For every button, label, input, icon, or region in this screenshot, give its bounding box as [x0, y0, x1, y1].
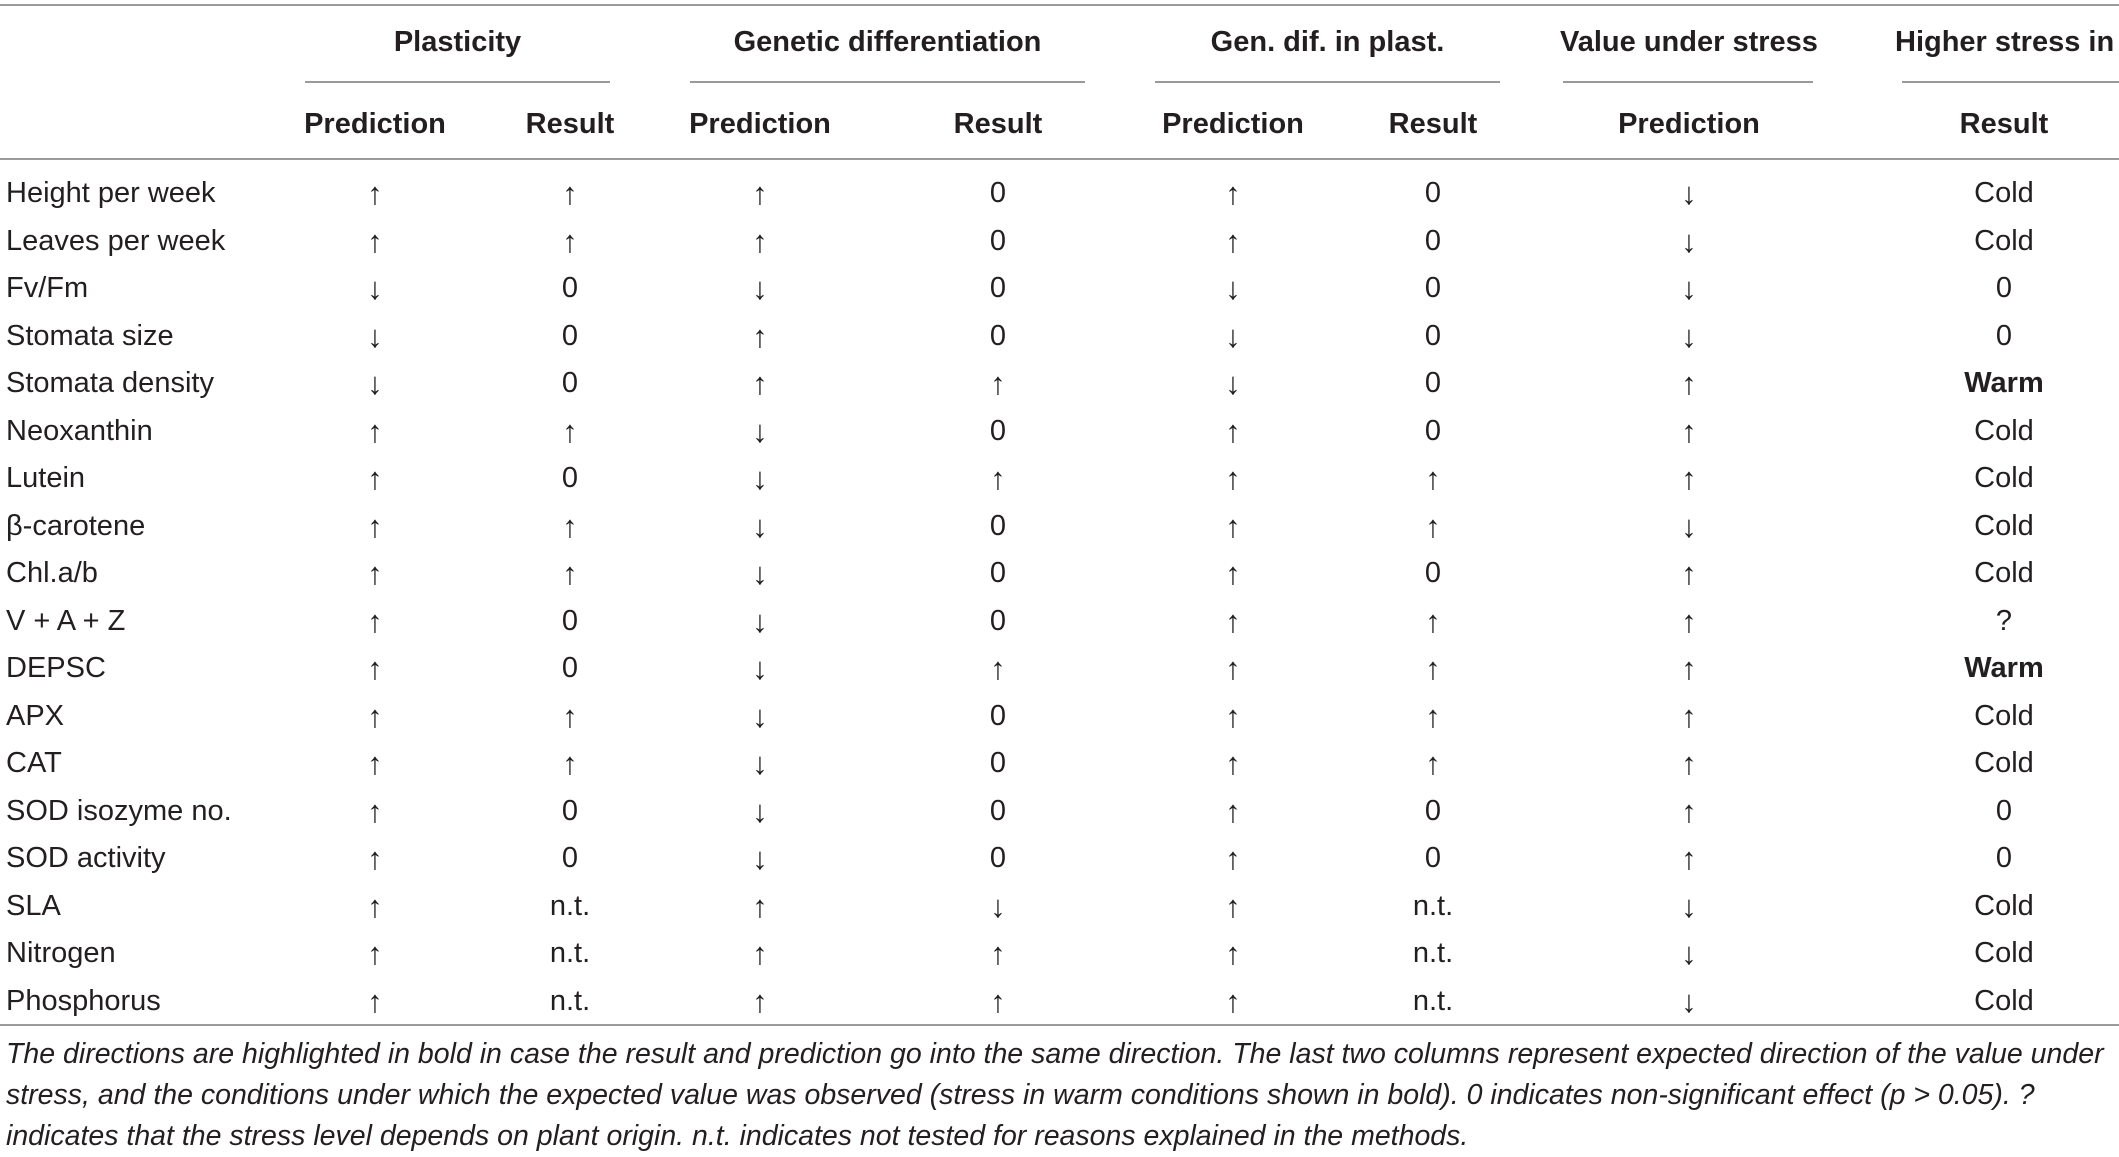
cell-genetic-result: ↑: [990, 936, 1006, 971]
row-label: Height per week: [6, 177, 216, 209]
table-row: [0, 978, 2119, 1026]
row-label: Phosphorus: [6, 984, 161, 1017]
table-row: [0, 218, 2119, 266]
cell-plasticity-prediction: ↑: [367, 556, 383, 591]
cell-value-prediction: ↓: [1681, 508, 1697, 544]
cell-value-prediction: ↓: [1681, 318, 1697, 354]
cell-genetic-prediction: ↓: [752, 603, 768, 639]
cell-genetic-result: ↓: [990, 888, 1006, 924]
subheader-genetic-result: Result: [953, 108, 1043, 140]
cell-value-prediction: ↑: [1681, 793, 1697, 829]
table-row: [0, 265, 2119, 313]
cell-plasticity-prediction: ↑: [367, 413, 383, 449]
cell-value-prediction: ↓: [1681, 176, 1697, 211]
row-label: Neoxanthin: [6, 414, 153, 447]
table-row: [0, 550, 2119, 598]
cell-plasticity-result: ↑: [562, 746, 578, 781]
cell-value-prediction: ↓: [1681, 936, 1697, 971]
cell-genetic-result: 0: [989, 604, 1007, 637]
cell-value-prediction: ↓: [1681, 271, 1697, 306]
cell-plasticity-prediction: ↑: [367, 603, 383, 639]
cell-plasticity-prediction: ↓: [367, 271, 383, 306]
cell-genetic-result: 0: [989, 272, 1007, 304]
cell-gendif-prediction: ↓: [1225, 271, 1241, 306]
group-header-value-under-stress: Value under stress: [1560, 26, 1818, 58]
row-label: Leaves per week: [6, 224, 226, 257]
cell-plasticity-result: 0: [561, 794, 579, 827]
table-row: [0, 645, 2119, 693]
cell-higher-result: Warm: [1964, 367, 2044, 399]
cell-gendif-prediction: ↑: [1225, 746, 1241, 781]
row-label: β-carotene: [6, 509, 146, 542]
cell-plasticity-prediction: ↑: [367, 461, 383, 496]
row-label: Fv/Fm: [6, 272, 89, 304]
cell-genetic-prediction: ↓: [752, 508, 768, 544]
cell-higher-result: Cold: [1974, 414, 2034, 447]
row-label: Stomata size: [6, 319, 174, 352]
cell-genetic-prediction: ↓: [752, 698, 768, 734]
cell-gendif-result: 0: [1424, 272, 1442, 304]
cell-gendif-result: ↑: [1425, 698, 1441, 734]
cell-genetic-prediction: ↓: [752, 556, 768, 591]
cell-gendif-result: 0: [1424, 319, 1442, 352]
cell-higher-result: 0: [1995, 319, 2013, 352]
cell-plasticity-result: ↑: [562, 556, 578, 591]
cell-gendif-prediction: ↑: [1225, 556, 1241, 591]
cell-plasticity-result: ↑: [562, 508, 578, 544]
cell-gendif-prediction: ↓: [1225, 318, 1241, 354]
cell-gendif-result: 0: [1424, 177, 1442, 209]
group-header-genetic-differentiation: Genetic differentiation: [733, 26, 1042, 58]
table-bottom-rule: [0, 1024, 2119, 1026]
cell-value-prediction: ↓: [1681, 983, 1697, 1019]
cell-gendif-prediction: ↓: [1225, 366, 1241, 401]
subheader-value-prediction: Prediction: [1618, 108, 1760, 140]
cell-genetic-prediction: ↑: [752, 983, 768, 1019]
cell-gendif-result: n.t.: [1412, 937, 1454, 969]
cell-higher-result: Cold: [1974, 509, 2034, 542]
cell-genetic-prediction: ↓: [752, 841, 768, 876]
cell-gendif-result: 0: [1424, 557, 1442, 589]
cell-higher-result: Warm: [1964, 652, 2044, 684]
cell-plasticity-result: 0: [561, 319, 579, 352]
group-rule-plasticity: [305, 81, 610, 83]
cell-gendif-result: ↑: [1425, 603, 1441, 639]
cell-plasticity-prediction: ↑: [367, 223, 383, 259]
cell-higher-result: Cold: [1974, 937, 2034, 969]
cell-gendif-result: 0: [1424, 414, 1442, 447]
cell-genetic-result: ↑: [990, 651, 1006, 686]
table-row: [0, 930, 2119, 978]
cell-gendif-result: 0: [1424, 224, 1442, 257]
cell-gendif-result: ↑: [1425, 508, 1441, 544]
cell-plasticity-prediction: ↑: [367, 841, 383, 876]
cell-plasticity-prediction: ↑: [367, 888, 383, 924]
cell-gendif-result: ↑: [1425, 651, 1441, 686]
cell-higher-result: 0: [1995, 794, 2013, 827]
row-label: Lutein: [6, 462, 86, 494]
cell-value-prediction: ↑: [1681, 698, 1697, 734]
row-label: Chl.a/b: [6, 557, 98, 589]
table-caption: The directions are highlighted in bold in case the result and prediction go into the same direction. The last two columns represent expected direction of the value under stress, and the conditions under which the expected value was observed (stress in warm conditions shown in bold). 0 indicates non-significant effect (p > 0.05). ? indicates that the stress level depends on plant origin. n.t. indicates not tested for reasons explained in the methods.: [6, 1038, 2104, 1152]
cell-gendif-prediction: ↑: [1225, 223, 1241, 259]
cell-genetic-result: 0: [989, 699, 1007, 732]
row-label: SOD activity: [6, 842, 166, 874]
cell-gendif-prediction: ↑: [1225, 651, 1241, 686]
cell-genetic-result: 0: [989, 557, 1007, 589]
table-row: [0, 455, 2119, 503]
cell-gendif-prediction: ↑: [1225, 888, 1241, 924]
cell-higher-result: 0: [1995, 842, 2013, 874]
cell-plasticity-result: n.t.: [549, 984, 591, 1017]
table-row: [0, 693, 2119, 741]
subheader-higher-result: Result: [1959, 108, 2049, 140]
cell-plasticity-prediction: ↑: [367, 746, 383, 781]
row-label: SOD isozyme no.: [6, 794, 232, 827]
cell-genetic-prediction: ↑: [752, 223, 768, 259]
cell-genetic-result: 0: [989, 414, 1007, 447]
cell-gendif-prediction: ↑: [1225, 176, 1241, 211]
row-label: Nitrogen: [6, 937, 116, 969]
cell-plasticity-result: ↑: [562, 223, 578, 259]
cell-gendif-prediction: ↑: [1225, 508, 1241, 544]
table-row: [0, 788, 2119, 836]
cell-higher-result: ?: [1995, 604, 2013, 637]
cell-plasticity-prediction: ↑: [367, 176, 383, 211]
cell-plasticity-result: n.t.: [549, 889, 591, 922]
cell-value-prediction: ↑: [1681, 366, 1697, 401]
cell-gendif-result: ↑: [1425, 746, 1441, 781]
table-row: [0, 883, 2119, 931]
cell-higher-result: Cold: [1974, 889, 2034, 922]
cell-value-prediction: ↓: [1681, 223, 1697, 259]
cell-genetic-prediction: ↓: [752, 651, 768, 686]
cell-gendif-prediction: ↑: [1225, 841, 1241, 876]
cell-gendif-result: n.t.: [1412, 889, 1454, 922]
cell-value-prediction: ↑: [1681, 841, 1697, 876]
table-top-rule: [0, 4, 2119, 6]
cell-plasticity-prediction: ↑: [367, 936, 383, 971]
cell-genetic-prediction: ↑: [752, 176, 768, 211]
cell-plasticity-prediction: ↓: [367, 366, 383, 401]
cell-genetic-result: 0: [989, 794, 1007, 827]
row-label: V + A + Z: [6, 604, 126, 637]
cell-plasticity-result: 0: [561, 367, 579, 399]
table-body: [0, 170, 2119, 1025]
cell-genetic-result: 0: [989, 224, 1007, 257]
row-label: Stomata density: [6, 367, 214, 399]
cell-gendif-prediction: ↑: [1225, 603, 1241, 639]
cell-plasticity-result: 0: [561, 652, 579, 684]
cell-plasticity-result: 0: [561, 604, 579, 637]
cell-value-prediction: ↑: [1681, 746, 1697, 781]
group-header-plasticity: Plasticity: [393, 26, 522, 58]
cell-genetic-result: 0: [989, 177, 1007, 209]
row-label: DEPSC: [6, 652, 106, 684]
cell-plasticity-result: ↑: [562, 413, 578, 449]
subheader-gendif-prediction: Prediction: [1162, 108, 1304, 140]
group-rule-genetic-differentiation: [690, 81, 1085, 83]
cell-gendif-result: 0: [1424, 794, 1442, 827]
subheader-genetic-prediction: Prediction: [689, 108, 831, 140]
cell-higher-result: Cold: [1974, 557, 2034, 589]
table-row: [0, 835, 2119, 883]
cell-genetic-result: 0: [989, 509, 1007, 542]
group-header-gen-dif-in-plast: Gen. dif. in plast.: [1210, 26, 1445, 58]
group-rule-higher-stress-in: [1902, 81, 2119, 83]
cell-plasticity-prediction: ↑: [367, 698, 383, 734]
cell-gendif-result: n.t.: [1412, 984, 1454, 1017]
cell-gendif-prediction: ↑: [1225, 936, 1241, 971]
cell-higher-result: Cold: [1974, 462, 2034, 494]
subheader-gendif-result: Result: [1388, 108, 1478, 140]
cell-genetic-result: ↑: [990, 983, 1006, 1019]
cell-plasticity-prediction: ↑: [367, 651, 383, 686]
table-header-rule: [0, 158, 2119, 160]
cell-plasticity-result: n.t.: [549, 937, 591, 969]
cell-genetic-result: ↑: [990, 366, 1006, 401]
cell-genetic-prediction: ↓: [752, 746, 768, 781]
cell-genetic-prediction: ↑: [752, 366, 768, 401]
cell-higher-result: Cold: [1974, 984, 2034, 1017]
cell-gendif-prediction: ↑: [1225, 413, 1241, 449]
table-row: [0, 503, 2119, 551]
table-row: [0, 170, 2119, 218]
cell-plasticity-prediction: ↓: [367, 318, 383, 354]
cell-value-prediction: ↑: [1681, 651, 1697, 686]
group-header-higher-stress-in: Higher stress in: [1895, 26, 2115, 58]
cell-genetic-result: 0: [989, 319, 1007, 352]
cell-gendif-result: ↑: [1425, 461, 1441, 496]
group-rule-gen-dif-in-plast: [1155, 81, 1500, 83]
cell-value-prediction: ↑: [1681, 413, 1697, 449]
subheader-plasticity-prediction: Prediction: [304, 108, 446, 140]
cell-plasticity-result: ↑: [562, 176, 578, 211]
row-label: SLA: [6, 889, 61, 922]
cell-value-prediction: ↑: [1681, 556, 1697, 591]
cell-gendif-prediction: ↑: [1225, 793, 1241, 829]
cell-genetic-prediction: ↓: [752, 413, 768, 449]
cell-value-prediction: ↓: [1681, 888, 1697, 924]
row-label: APX: [6, 699, 65, 732]
cell-higher-result: 0: [1995, 272, 2013, 304]
cell-genetic-prediction: ↓: [752, 461, 768, 496]
cell-plasticity-result: 0: [561, 272, 579, 304]
group-rule-value-under-stress: [1563, 81, 1813, 83]
cell-genetic-result: ↑: [990, 461, 1006, 496]
cell-higher-result: Cold: [1974, 699, 2034, 732]
cell-gendif-result: 0: [1424, 842, 1442, 874]
cell-value-prediction: ↑: [1681, 603, 1697, 639]
subheader-plasticity-result: Result: [525, 108, 615, 140]
cell-genetic-result: 0: [989, 842, 1007, 874]
table-row: [0, 360, 2119, 408]
cell-genetic-prediction: ↑: [752, 888, 768, 924]
table-row: [0, 740, 2119, 788]
cell-genetic-prediction: ↓: [752, 793, 768, 829]
cell-plasticity-prediction: ↑: [367, 793, 383, 829]
cell-plasticity-result: ↑: [562, 698, 578, 734]
cell-higher-result: Cold: [1974, 224, 2034, 257]
cell-gendif-prediction: ↑: [1225, 983, 1241, 1019]
cell-genetic-result: 0: [989, 747, 1007, 779]
table-row: [0, 313, 2119, 361]
cell-higher-result: Cold: [1974, 177, 2034, 209]
cell-gendif-result: 0: [1424, 367, 1442, 399]
cell-plasticity-result: 0: [561, 462, 579, 494]
cell-gendif-prediction: ↑: [1225, 461, 1241, 496]
cell-value-prediction: ↑: [1681, 461, 1697, 496]
cell-genetic-prediction: ↓: [752, 271, 768, 306]
cell-plasticity-prediction: ↑: [367, 508, 383, 544]
cell-gendif-prediction: ↑: [1225, 698, 1241, 734]
table-row: [0, 598, 2119, 646]
row-label: CAT: [6, 747, 62, 779]
cell-higher-result: Cold: [1974, 747, 2034, 779]
table-row: [0, 408, 2119, 456]
cell-plasticity-result: 0: [561, 842, 579, 874]
cell-genetic-prediction: ↑: [752, 936, 768, 971]
cell-plasticity-prediction: ↑: [367, 983, 383, 1019]
cell-genetic-prediction: ↑: [752, 318, 768, 354]
